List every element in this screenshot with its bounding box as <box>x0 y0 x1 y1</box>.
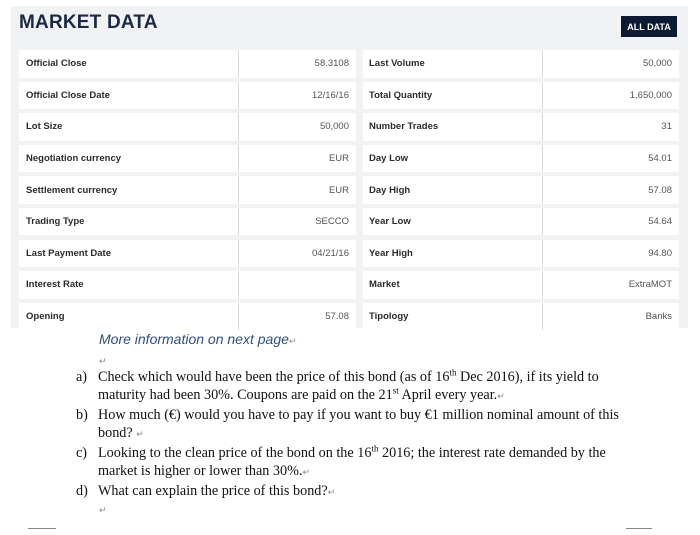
field-label: Official Close Date <box>19 82 239 110</box>
table-row <box>19 271 679 299</box>
field-value: 58.3108 <box>239 50 356 78</box>
field-value: 54.01 <box>543 145 679 173</box>
field-value <box>239 271 356 299</box>
more-info-link <box>99 331 296 347</box>
table-row <box>19 82 679 110</box>
field-label: Total Quantity <box>363 82 543 110</box>
column-gap <box>356 82 363 110</box>
column-gap <box>356 240 363 268</box>
question-letter: b) <box>76 407 88 423</box>
table-row <box>19 208 679 236</box>
question-c <box>76 444 636 481</box>
return-mark-icon: ↵ <box>99 356 107 366</box>
question-letter: a) <box>76 369 88 385</box>
field-value: 50,000 <box>543 50 679 78</box>
field-label: Year High <box>363 240 543 268</box>
question-letter: c) <box>76 445 88 461</box>
table-row <box>19 113 679 141</box>
field-label: Opening <box>19 303 239 331</box>
question-text: What can explain the price of this bond?↵ <box>98 483 336 499</box>
column-gap <box>356 208 363 236</box>
panel-title: MARKET DATA <box>19 12 158 33</box>
question-letter: d) <box>76 483 88 499</box>
table-row <box>19 176 679 204</box>
return-mark-icon: ↵ <box>288 336 297 346</box>
table-row <box>19 240 679 268</box>
column-gap <box>356 113 363 141</box>
field-value: 94.80 <box>543 240 679 268</box>
field-value: 50,000 <box>239 113 356 141</box>
divider-line <box>626 528 652 529</box>
field-label: Market <box>363 271 543 299</box>
question-text: Looking to the clean price of the bond on the 16th 2016; the interest rate demanded by the market is higher or lower than 30%.↵ <box>98 443 606 479</box>
field-label: Interest Rate <box>19 271 239 299</box>
question-b <box>76 406 636 443</box>
field-label: Day High <box>363 176 543 204</box>
field-value: 04/21/16 <box>239 240 356 268</box>
field-label: Number Trades <box>363 113 543 141</box>
field-label: Day Low <box>363 145 543 173</box>
column-gap <box>356 50 363 78</box>
field-value: 31 <box>543 113 679 141</box>
question-list <box>76 368 636 502</box>
field-value: 1,650,000 <box>543 82 679 110</box>
field-value: 12/16/16 <box>239 82 356 110</box>
all-data-button[interactable]: ALL DATA <box>621 16 677 37</box>
field-value: 57.08 <box>543 176 679 204</box>
field-value: EUR <box>239 145 356 173</box>
field-value: EUR <box>239 176 356 204</box>
column-gap <box>356 145 363 173</box>
question-a <box>76 368 636 405</box>
column-gap <box>356 271 363 299</box>
column-gap <box>356 303 363 331</box>
field-value: 54.64 <box>543 208 679 236</box>
question-text: Check which would have been the price of this bond (as of 16th Dec 2016), if its yield to maturity had been 30%. Coupons are paid on the 21st April every year.↵ <box>98 367 599 403</box>
market-data-table <box>19 50 679 334</box>
field-value: SECCO <box>239 208 356 236</box>
field-label: Trading Type <box>19 208 239 236</box>
field-label: Lot Size <box>19 113 239 141</box>
field-value: ExtraMOT <box>543 271 679 299</box>
question-text: How much (€) would you have to pay if you want to buy €1 million nominal amount of this bond? ↵ <box>98 407 619 441</box>
field-label: Year Low <box>363 208 543 236</box>
column-gap <box>356 176 363 204</box>
more-info-text: More information on next page <box>99 331 289 347</box>
question-d <box>76 482 636 501</box>
field-value: Banks <box>543 303 679 331</box>
field-label: Official Close <box>19 50 239 78</box>
table-row <box>19 303 679 331</box>
market-data-panel <box>11 6 688 328</box>
field-label: Negotiation currency <box>19 145 239 173</box>
table-row <box>19 145 679 173</box>
field-value: 57.08 <box>239 303 356 331</box>
table-row <box>19 50 679 78</box>
field-label: Last Payment Date <box>19 240 239 268</box>
return-mark-icon: ↵ <box>99 505 107 515</box>
field-label: Last Volume <box>363 50 543 78</box>
field-label: Settlement currency <box>19 176 239 204</box>
divider-line <box>28 528 56 529</box>
field-label: Tipology <box>363 303 543 331</box>
